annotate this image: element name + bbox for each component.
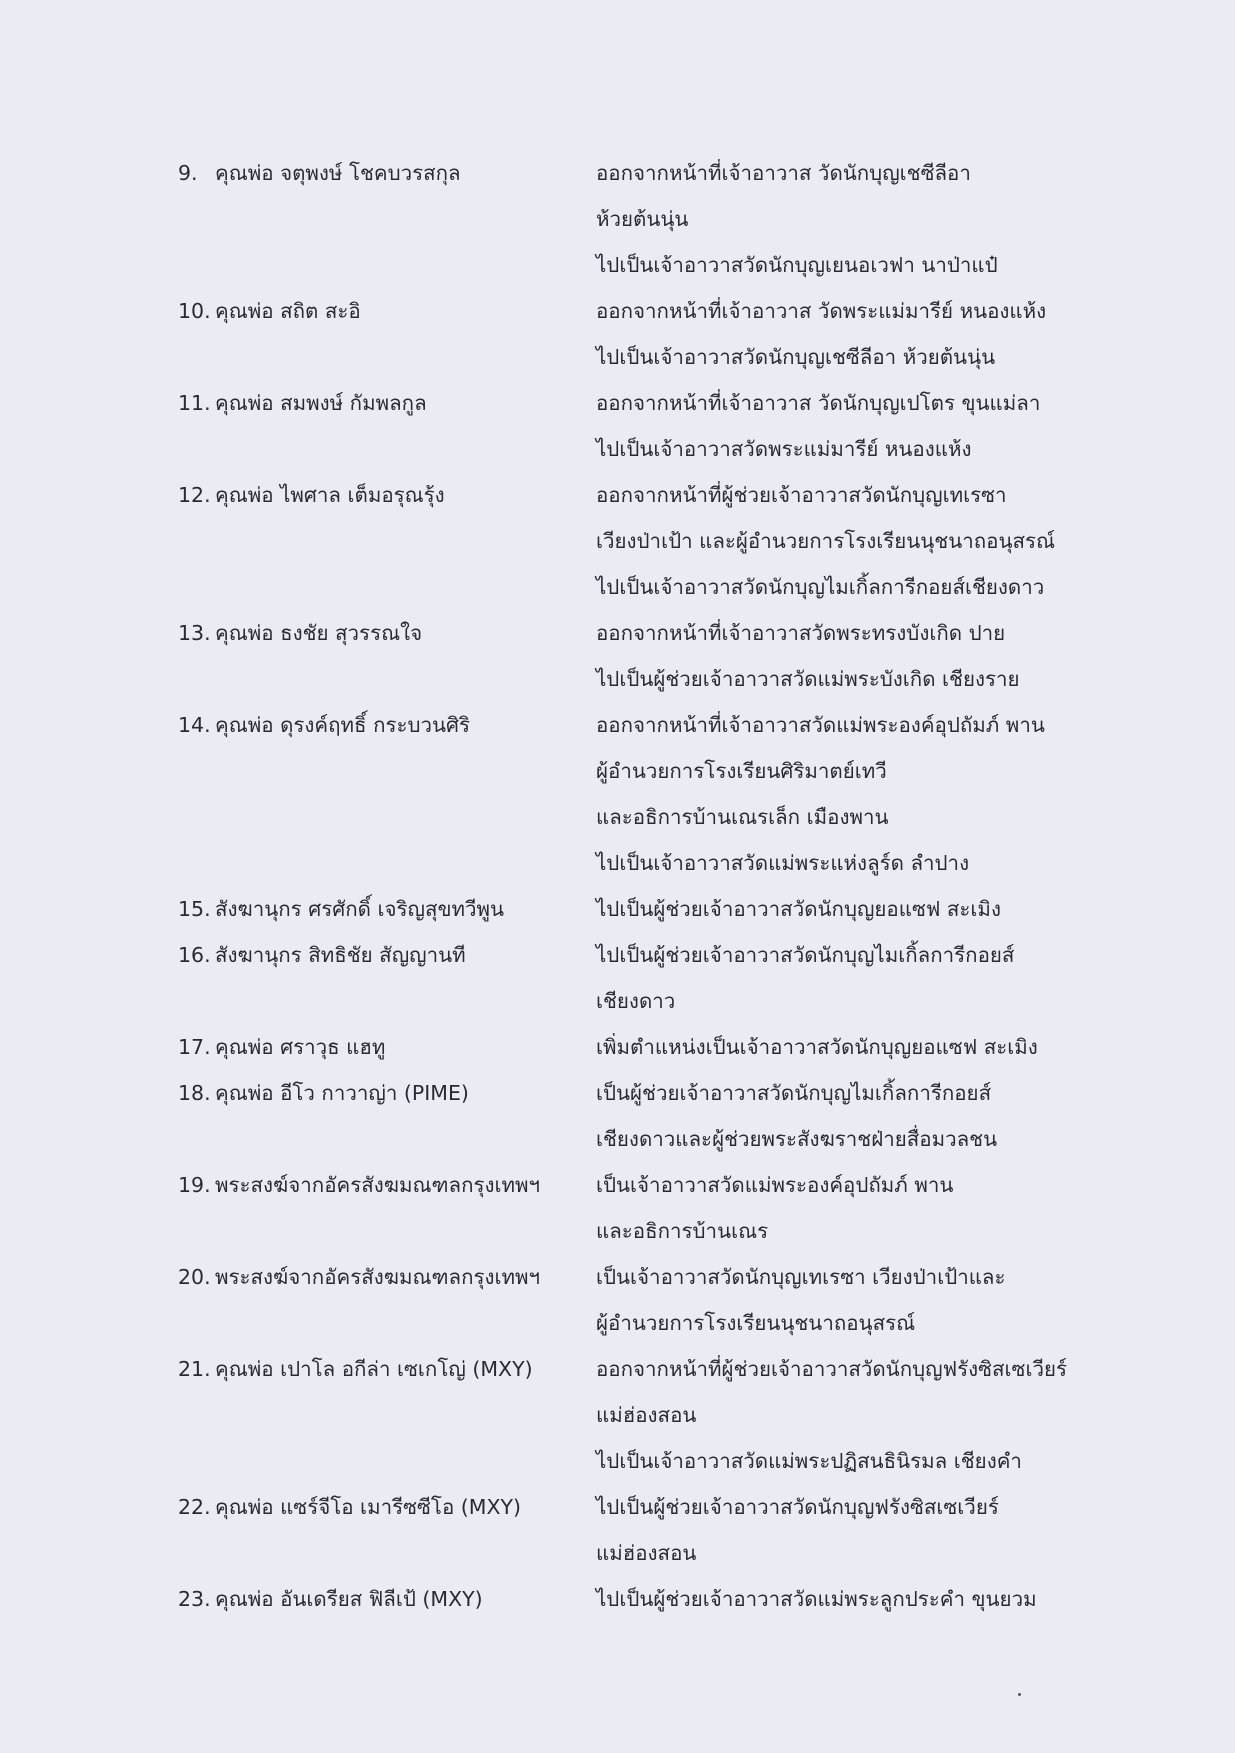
assignment-line: ออกจากหน้าที่ผู้ช่วยเจ้าอาวาสวัดนักบุญเทเรซา <box>596 483 1007 507</box>
list-item <box>0 380 1235 472</box>
assignment-line: แม่ฮ่องสอน <box>596 1541 697 1565</box>
entry-assignment <box>596 886 1235 932</box>
entry-assignment <box>596 1162 1235 1254</box>
entry-number: 16. <box>178 943 211 967</box>
assignment-line: เวียงป่าเป้า และผู้อำนวยการโรงเรียนนุชนาถอนุสรณ์ <box>596 529 1056 553</box>
entry-number: 14. <box>178 713 211 737</box>
entry-assignment <box>596 1484 1235 1576</box>
entry-name: คุณพ่อ จตุพงษ์ โชคบวรสกุล <box>215 161 461 185</box>
list-item <box>0 150 1235 288</box>
assignment-line: ไปเป็นเจ้าอาวาสวัดนักบุญเชซีลีอา ห้วยต้นนุ่น <box>596 345 996 369</box>
assignment-line: ไปเป็นผู้ช่วยเจ้าอาวาสวัดแม่พระลูกประคำ ขุนยวม <box>596 1587 1037 1611</box>
entry-name: คุณพ่อ สถิต สะอิ <box>215 299 361 323</box>
entry-person <box>0 288 596 334</box>
assignment-line: และอธิการบ้านเณร <box>596 1219 769 1243</box>
assignment-line: ออกจากหน้าที่เจ้าอาวาสวัดแม่พระองค์อุปถัมภ์ พาน <box>596 713 1045 737</box>
entry-number: 13. <box>178 621 211 645</box>
entry-number: 15. <box>178 897 211 921</box>
entry-person <box>0 472 596 518</box>
entry-person <box>0 932 596 978</box>
list-item <box>0 288 1235 380</box>
assignment-line: ออกจากหน้าที่ผู้ช่วยเจ้าอาวาสวัดนักบุญฟรังซิสเซเวียร์ <box>596 1357 1068 1381</box>
assignment-line: ไปเป็นเจ้าอาวาสวัดแม่พระปฏิสนธินิรมล เชียงคำ <box>596 1449 1022 1473</box>
list-item <box>0 472 1235 610</box>
assignment-line: เป็นเจ้าอาวาสวัดแม่พระองค์อุปถัมภ์ พาน <box>596 1173 954 1197</box>
assignment-line: ห้วยต้นนุ่น <box>596 207 689 231</box>
assignment-line: ไปเป็นผู้ช่วยเจ้าอาวาสวัดนักบุญไมเกิ้ลการีกอยส์ <box>596 943 1015 967</box>
list-item <box>0 1162 1235 1254</box>
assignment-line: ออกจากหน้าที่เจ้าอาวาส วัดนักบุญเชซีลีอา <box>596 161 971 185</box>
entry-name: คุณพ่อ แซร์จีโอ เมารีซซีโอ (MXY) <box>215 1495 522 1519</box>
assignment-line: ออกจากหน้าที่เจ้าอาวาสวัดพระทรงบังเกิด ปาย <box>596 621 1006 645</box>
entry-assignment <box>596 288 1235 380</box>
list-item <box>0 1346 1235 1484</box>
list-item <box>0 1254 1235 1346</box>
entry-number: 19. <box>178 1173 211 1197</box>
assignment-line: ออกจากหน้าที่เจ้าอาวาส วัดพระแม่มารีย์ หนองแห้ง <box>596 299 1047 323</box>
entry-number: 10. <box>178 299 211 323</box>
assignment-line: ไปเป็นผู้ช่วยเจ้าอาวาสวัดนักบุญฟรังซิสเซเวียร์ <box>596 1495 999 1519</box>
assignment-line: แม่ฮ่องสอน <box>596 1403 697 1427</box>
assignment-line: ออกจากหน้าที่เจ้าอาวาส วัดนักบุญเปโตร ขุนแม่ลา <box>596 391 1041 415</box>
assignment-line: ผู้อำนวยการโรงเรียนศิริมาตย์เทวี <box>596 759 887 783</box>
entry-assignment <box>596 472 1235 610</box>
entry-name: คุณพ่อ อันเดรียส ฟิลีเป้ (MXY) <box>215 1587 483 1611</box>
entry-person <box>0 1484 596 1530</box>
entry-assignment <box>596 1024 1235 1070</box>
appointment-list <box>0 150 1235 1622</box>
assignment-line: ผู้อำนวยการโรงเรียนนุชนาถอนุสรณ์ <box>596 1311 916 1335</box>
assignment-line: ไปเป็นผู้ช่วยเจ้าอาวาสวัดนักบุญยอแซฟ สะเมิง <box>596 897 1001 921</box>
entry-assignment <box>596 610 1235 702</box>
entry-number: 17. <box>178 1035 211 1059</box>
scan-speck <box>1018 1693 1021 1696</box>
entry-assignment <box>596 1346 1235 1484</box>
assignment-line: ไปเป็นเจ้าอาวาสวัดนักบุญเยนอเวฟา นาป่าแป๋ <box>596 253 998 277</box>
list-item <box>0 1070 1235 1162</box>
entry-person <box>0 1162 596 1208</box>
entry-name: คุณพ่อ ธงชัย สุวรรณใจ <box>215 621 423 645</box>
entry-person <box>0 610 596 656</box>
list-item <box>0 886 1235 932</box>
assignment-line: เป็นผู้ช่วยเจ้าอาวาสวัดนักบุญไมเกิ้ลการีกอยส์ <box>596 1081 992 1105</box>
entry-assignment <box>596 932 1235 1024</box>
entry-person <box>0 380 596 426</box>
entry-name: พระสงฆ์จากอัครสังฆมณฑลกรุงเทพฯ <box>215 1173 541 1197</box>
entry-name: พระสงฆ์จากอัครสังฆมณฑลกรุงเทพฯ <box>215 1265 541 1289</box>
entry-person <box>0 1346 596 1392</box>
entry-number: 21. <box>178 1357 211 1381</box>
entry-number: 12. <box>178 483 211 507</box>
entry-person <box>0 1024 596 1070</box>
assignment-line: ไปเป็นเจ้าอาวาสวัดแม่พระแห่งลูร์ด ลำปาง <box>596 851 970 875</box>
entry-name: คุณพ่อ เปาโล อกีล่า เซเกโญ่ (MXY) <box>215 1357 533 1381</box>
entry-name: คุณพ่อ สมพงษ์ กัมพลกูล <box>215 391 427 415</box>
entry-number: 20. <box>178 1265 211 1289</box>
entry-number: 9. <box>178 161 198 185</box>
assignment-line: ไปเป็นเจ้าอาวาสวัดพระแม่มารีย์ หนองแห้ง <box>596 437 972 461</box>
list-item <box>0 1576 1235 1622</box>
assignment-line: เป็นเจ้าอาวาสวัดนักบุญเทเรซา เวียงป่าเป้าและ <box>596 1265 1006 1289</box>
entry-person <box>0 1070 596 1116</box>
entry-name: คุณพ่อ อีโว กาวาญ่า (PIME) <box>215 1081 469 1105</box>
list-item <box>0 1024 1235 1070</box>
entry-name: คุณพ่อ ไพศาล เต็มอรุณรุ้ง <box>215 483 445 507</box>
entry-assignment <box>596 150 1235 288</box>
entry-person <box>0 886 596 932</box>
list-item <box>0 1484 1235 1576</box>
entry-name: สังฆานุกร สิทธิชัย สัญญานที <box>215 943 466 967</box>
list-item <box>0 702 1235 886</box>
entry-person <box>0 1254 596 1300</box>
entry-number: 22. <box>178 1495 211 1519</box>
assignment-line: ไปเป็นผู้ช่วยเจ้าอาวาสวัดแม่พระบังเกิด เชียงราย <box>596 667 1020 691</box>
assignment-line: เชียงดาวและผู้ช่วยพระสังฆราชฝ่ายสื่อมวลชน <box>596 1127 998 1151</box>
entry-name: คุณพ่อ ดุรงค์ฤทธิ์ กระบวนศิริ <box>215 713 471 737</box>
entry-number: 23. <box>178 1587 211 1611</box>
entry-assignment <box>596 1070 1235 1162</box>
assignment-line: และอธิการบ้านเณรเล็ก เมืองพาน <box>596 805 889 829</box>
assignment-line: เพิ่มตำแหน่งเป็นเจ้าอาวาสวัดนักบุญยอแซฟ สะเมิง <box>596 1035 1038 1059</box>
entry-assignment <box>596 1576 1235 1622</box>
assignment-line: ไปเป็นเจ้าอาวาสวัดนักบุญไมเกิ้ลการีกอยส์เชียงดาว <box>596 575 1045 599</box>
entry-person <box>0 1576 596 1622</box>
entry-assignment <box>596 1254 1235 1346</box>
assignment-line: เชียงดาว <box>596 989 676 1013</box>
entry-assignment <box>596 702 1235 886</box>
entry-name: สังฆานุกร ศรศักดิ์ เจริญสุขทวีพูน <box>215 897 505 921</box>
entry-number: 18. <box>178 1081 211 1105</box>
entry-number: 11. <box>178 391 211 415</box>
list-item <box>0 932 1235 1024</box>
list-item <box>0 610 1235 702</box>
entry-person <box>0 702 596 748</box>
entry-assignment <box>596 380 1235 472</box>
entry-person <box>0 150 596 196</box>
entry-name: คุณพ่อ ศราวุธ แฮทู <box>215 1035 386 1059</box>
